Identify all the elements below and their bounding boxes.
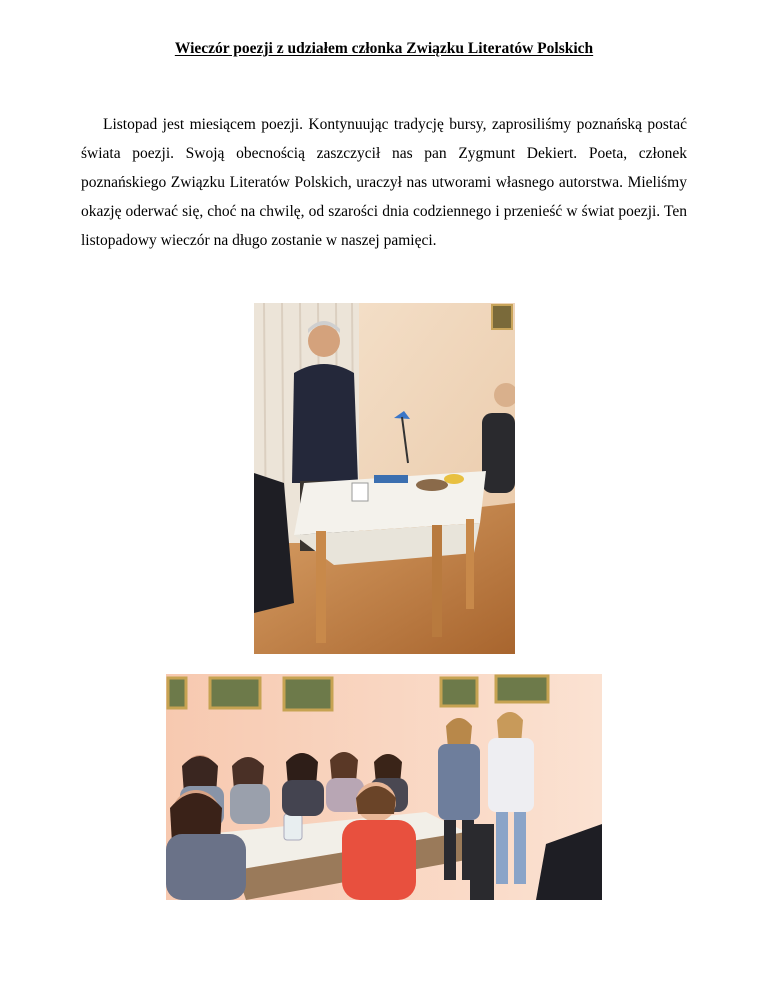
photo-audience-group xyxy=(166,674,602,900)
photo-poet-at-table xyxy=(254,303,515,654)
document-title: Wieczór poezji z udziałem członka Związku Literatów Polskich xyxy=(174,40,594,57)
body-paragraph: Listopad jest miesiącem poezji. Kontynuując tradycję bursy, zaprosiliśmy poznańską postać świata poezji. Swoją obecnością zaszczycił nas pan Zygmunt Dekiert. Poeta, członek poznańskiego Związku Literatów Polskich, uraczył nas utworami własnego autorstwa. Mieliśmy okazję oderwać się, choć na chwilę, od szarości dnia codziennego i przenieść w świat poezji. Ten listopadowy wieczór na długo zostanie w naszej pamięci. xyxy=(81,115,687,249)
photo-poet-illustration xyxy=(254,303,515,654)
photo-audience-illustration xyxy=(166,674,602,900)
